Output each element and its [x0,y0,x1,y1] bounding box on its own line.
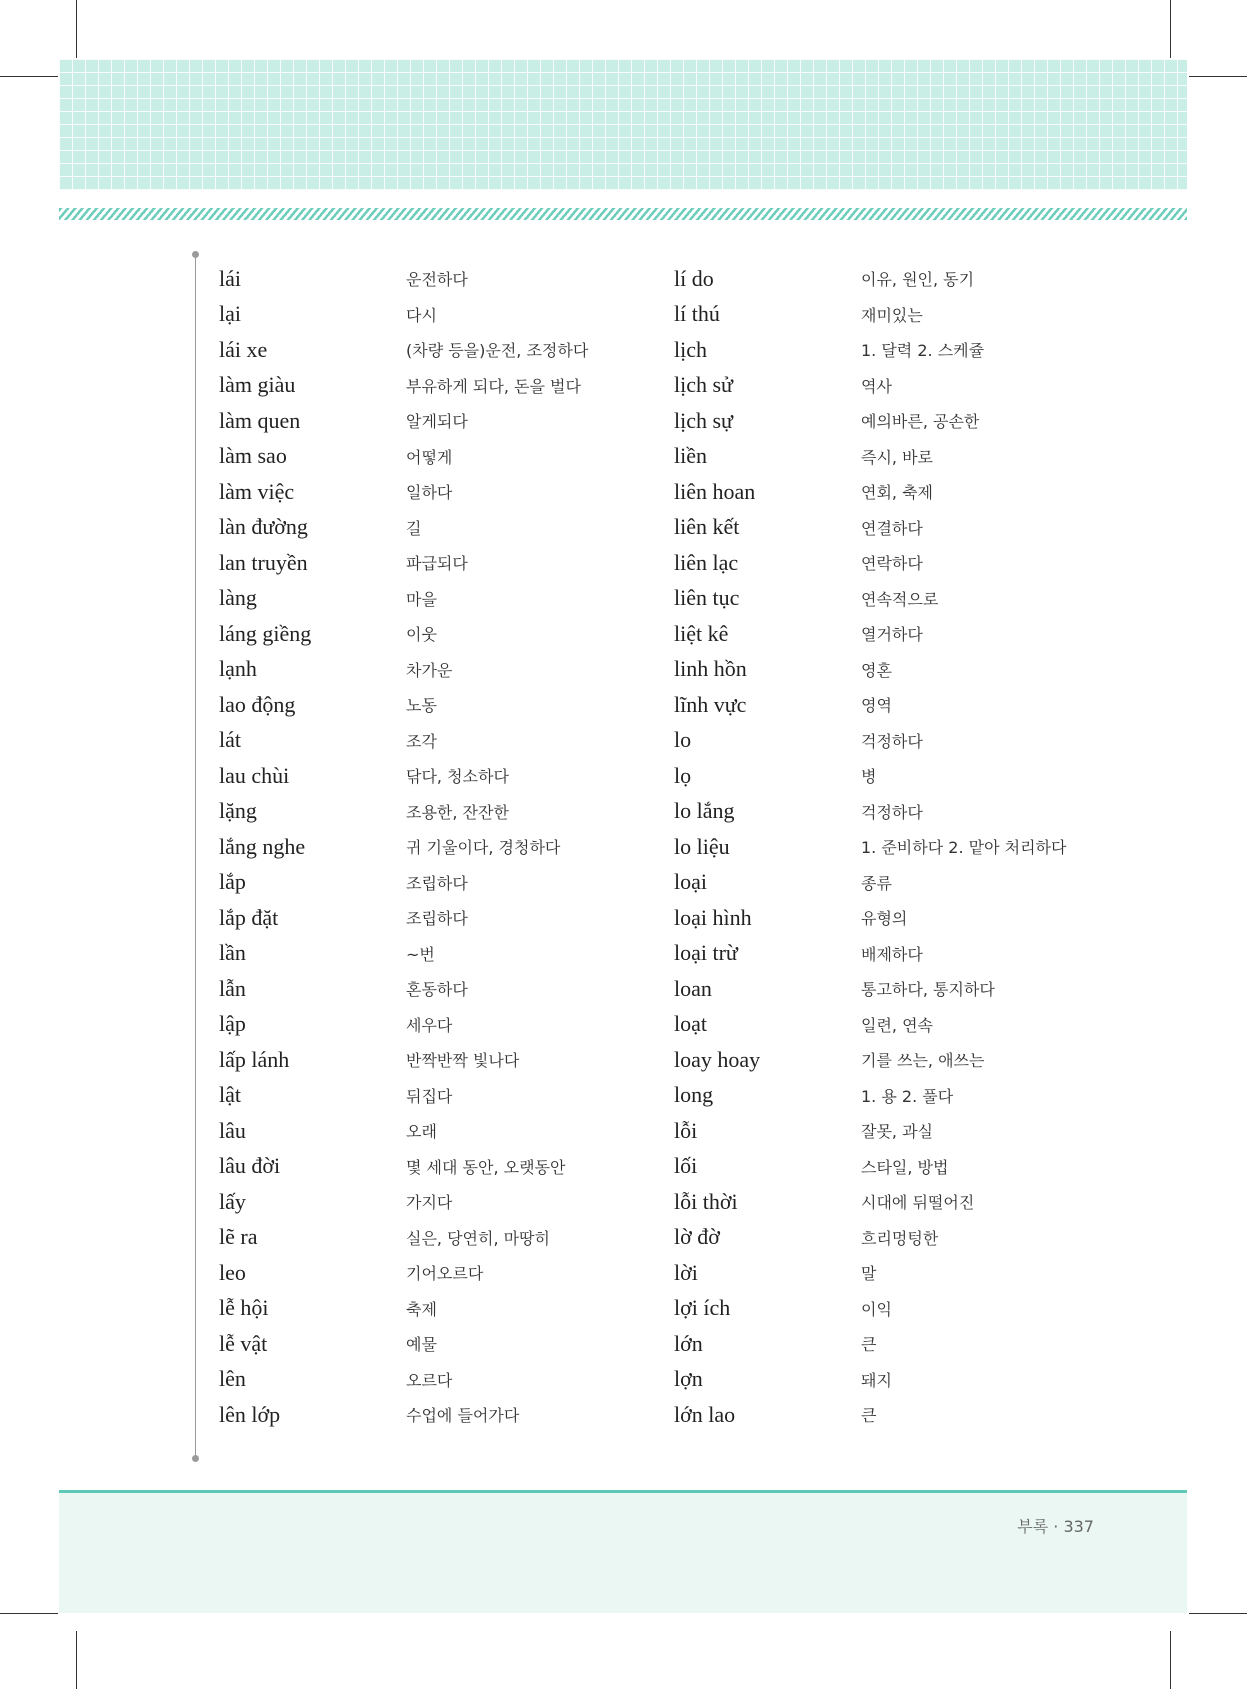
glossary-entry [219,1113,588,1149]
glossary-right-column [674,261,1066,1433]
glossary-entry [219,261,588,297]
entry-term: loại [674,869,707,895]
entry-meaning: 1. 용 2. 풀다 [861,1086,954,1106]
glossary-entry [219,616,588,652]
entry-meaning: 귀 기울이다, 경청하다 [406,838,561,858]
glossary-entry [219,1397,588,1433]
glossary-entry [674,1149,1066,1185]
glossary-entry [219,581,588,617]
entry-meaning: 걱정하다 [861,731,923,751]
glossary-entry [219,794,588,830]
glossary-entry [219,900,588,936]
glossary-entry [219,758,588,794]
glossary-entry [219,687,588,723]
glossary-entry [219,1078,588,1114]
entry-meaning: 연결하다 [861,518,923,538]
entry-meaning: 가지다 [406,1193,453,1213]
entry-meaning: 오래 [406,1122,437,1142]
glossary-entry [219,1184,588,1220]
entry-term: lật [219,1082,241,1108]
entry-term: lạnh [219,656,257,682]
entry-term: liền [674,443,707,469]
entry-meaning: 스타일, 방법 [861,1157,949,1177]
glossary-entry [219,297,588,333]
entry-meaning: 유형의 [861,909,908,929]
entry-term: lớn [674,1330,703,1356]
entry-meaning: 축제 [406,1299,437,1319]
glossary-entry [674,1184,1066,1220]
glossary-entry [674,758,1066,794]
glossary-entry [219,474,588,510]
entry-meaning: 걱정하다 [861,802,923,822]
glossary-entry [674,687,1066,723]
glossary-entry [674,936,1066,972]
entry-meaning: 열거하다 [861,625,923,645]
glossary-entry [219,403,588,439]
entry-meaning: 통고하다, 통지하다 [861,980,995,1000]
entry-term: lắp đặt [219,904,279,930]
glossary-entry [219,1042,588,1078]
entry-meaning: 예의바른, 공손한 [861,412,980,432]
glossary-entry [674,865,1066,901]
glossary-entry [219,865,588,901]
glossary-entry [674,1220,1066,1256]
entry-term: lịch [674,336,707,362]
glossary-entry [674,261,1066,297]
entry-meaning: 돼지 [861,1370,892,1390]
crop-mark-bottom-right [1170,1631,1171,1689]
entry-meaning: 실은, 당연히, 마땅히 [406,1228,550,1248]
glossary-entry [219,439,588,475]
entry-meaning: 큰 [861,1335,877,1355]
entry-term: liệt kê [674,620,729,646]
entry-term: làm quen [219,407,301,433]
glossary-entry [674,652,1066,688]
entry-term: lờ đờ [674,1224,720,1250]
entry-meaning: 1. 달력 2. 스케쥴 [861,341,985,361]
entry-meaning: 이익 [861,1299,892,1319]
glossary-side-rule [195,254,196,1458]
crop-mark-top-left-h [0,76,58,77]
glossary-entry [219,510,588,546]
entry-term: lâu đời [219,1153,281,1179]
crop-mark-top-left [76,0,77,58]
glossary-entry [674,1397,1066,1433]
entry-term: lỗi thời [674,1188,738,1214]
entry-meaning: 부유하게 되다, 돈을 벌다 [406,376,581,396]
entry-meaning: 예물 [406,1335,437,1355]
entry-meaning: 일련, 연속 [861,1015,933,1035]
glossary-entry [674,1291,1066,1327]
entry-term: lịch sự [674,407,733,433]
crop-mark-bottom-left-h [0,1613,58,1614]
entry-term: lần [219,940,246,966]
entry-meaning: ~번 [406,944,435,964]
glossary-entry [674,1007,1066,1043]
entry-term: làm giàu [219,372,296,398]
entry-meaning: 말 [861,1264,877,1284]
glossary-entry [219,332,588,368]
entry-term: linh hồn [674,656,747,682]
glossary-entry [674,1042,1066,1078]
entry-meaning: 역사 [861,376,892,396]
entry-meaning: 재미있는 [861,305,923,325]
glossary-entry [219,1220,588,1256]
entry-term: lái [219,265,241,291]
entry-meaning: 일하다 [406,483,453,503]
entry-term: lợn [674,1366,703,1392]
entry-term: lấp lánh [219,1046,290,1072]
entry-meaning: 시대에 뒤떨어진 [861,1193,975,1213]
entry-term: láng giềng [219,620,312,646]
entry-term: làm sao [219,443,287,469]
entry-meaning: 영혼 [861,660,892,680]
entry-meaning: 연속적으로 [861,589,939,609]
entry-meaning: 파급되다 [406,554,468,574]
glossary-entry [219,1291,588,1327]
glossary-entry [674,403,1066,439]
entry-term: lẽ ra [219,1224,258,1250]
glossary-entry [219,652,588,688]
glossary-entry [219,1007,588,1043]
entry-meaning: 연회, 축제 [861,483,933,503]
crop-mark-bottom-left [76,1631,77,1689]
entry-term: lớn lao [674,1401,736,1427]
entry-term: lên [219,1366,246,1392]
entry-meaning: 조립하다 [406,909,468,929]
entry-term: lái xe [219,336,268,362]
entry-term: lĩnh vực [674,691,747,717]
entry-term: lọ [674,762,692,788]
entry-term: lâu [219,1117,246,1143]
entry-meaning: 큰 [861,1406,877,1426]
header-grid-band [59,59,1187,190]
entry-term: lí do [674,265,714,291]
entry-term: lắng nghe [219,833,306,859]
entry-term: lập [219,1011,246,1037]
glossary-entry [674,723,1066,759]
entry-term: lẫn [219,975,246,1001]
glossary-entry [674,510,1066,546]
entry-term: liên tục [674,585,740,611]
glossary-entry [674,1326,1066,1362]
entry-meaning: 종류 [861,873,892,893]
entry-term: liên kết [674,514,740,540]
entry-meaning: 병 [861,767,877,787]
glossary-entry [219,936,588,972]
glossary-entry [219,723,588,759]
glossary-entry [674,297,1066,333]
side-rule-top-dot [192,251,199,258]
glossary-entry [674,581,1066,617]
glossary-entry [674,439,1066,475]
entry-meaning: 이웃 [406,625,437,645]
entry-term: lấy [219,1188,246,1214]
entry-meaning: 어떻게 [406,447,453,467]
entry-term: lên lớp [219,1401,281,1427]
entry-meaning: 뒤집다 [406,1086,453,1106]
entry-term: lịch sử [674,372,733,398]
entry-meaning: 몇 세대 동안, 오랫동안 [406,1157,566,1177]
entry-term: lo liệu [674,833,730,859]
entry-term: lao động [219,691,296,717]
entry-term: làm việc [219,478,295,504]
glossary-entry [674,971,1066,1007]
crop-mark-top-right-h [1189,76,1247,77]
entry-meaning: 닦다, 청소하다 [406,767,509,787]
entry-meaning: 세우다 [406,1015,453,1035]
entry-term: loại hình [674,904,752,930]
glossary-entry [219,545,588,581]
entry-meaning: 조용한, 잔잔한 [406,802,509,822]
glossary-entry [219,1326,588,1362]
glossary-entry [219,368,588,404]
entry-term: lời [674,1259,698,1285]
entry-meaning: 조립하다 [406,873,468,893]
entry-term: làn đường [219,514,308,540]
entry-term: lo [674,727,692,753]
entry-term: loan [674,975,712,1001]
entry-meaning: 잘못, 과실 [861,1122,933,1142]
glossary-entry [674,794,1066,830]
entry-meaning: 길 [406,518,422,538]
entry-meaning: 기어오르다 [406,1264,484,1284]
entry-term: lí thú [674,301,720,327]
entry-meaning: 운전하다 [406,270,468,290]
glossary-entry [219,1149,588,1185]
entry-meaning: 차가운 [406,660,453,680]
entry-meaning: 혼동하다 [406,980,468,1000]
glossary-entry [674,1362,1066,1398]
entry-term: loạt [674,1011,707,1037]
crop-mark-top-right [1170,0,1171,58]
entry-meaning: 마을 [406,589,437,609]
entry-term: lễ vật [219,1330,268,1356]
glossary-entry [219,1362,588,1398]
footer-band [59,1493,1187,1613]
glossary-entry [219,971,588,1007]
entry-meaning: 기를 쓰는, 애쓰는 [861,1051,985,1071]
entry-meaning: 연락하다 [861,554,923,574]
glossary-entry [674,616,1066,652]
glossary-entry [674,545,1066,581]
entry-meaning: 배제하다 [861,944,923,964]
glossary-entry [219,1255,588,1291]
entry-meaning: 조각 [406,731,437,751]
side-rule-bottom-dot [192,1455,199,1462]
glossary-entry [674,1113,1066,1149]
glossary-entry [674,1078,1066,1114]
entry-term: liên lạc [674,549,739,575]
glossary-entry [219,829,588,865]
entry-meaning: (차량 등을)운전, 조정하다 [406,341,589,361]
entry-meaning: 알게되다 [406,412,468,432]
entry-meaning: 오르다 [406,1370,453,1390]
entry-meaning: 반짝반짝 빛나다 [406,1051,520,1071]
entry-term: lát [219,727,241,753]
entry-term: lặng [219,798,257,824]
glossary-entry [674,1255,1066,1291]
entry-term: liên hoan [674,478,756,504]
entry-term: làng [219,585,257,611]
header-stripe [59,208,1187,220]
entry-meaning: 1. 준비하다 2. 맡아 처리하다 [861,838,1067,858]
entry-meaning: 즉시, 바로 [861,447,933,467]
glossary-entry [674,900,1066,936]
glossary-left-column [219,261,588,1433]
entry-meaning: 노동 [406,696,437,716]
page-number-footer: 부록 · 337 [1017,1517,1094,1536]
glossary-entry [674,829,1066,865]
entry-term: long [674,1082,714,1108]
entry-term: lại [219,301,241,327]
entry-meaning: 흐리멍텅한 [861,1228,939,1248]
entry-term: lỗi [674,1117,698,1143]
entry-term: lễ hội [219,1295,269,1321]
entry-term: loại trừ [674,940,738,966]
entry-term: lợi ích [674,1295,731,1321]
entry-term: leo [219,1259,246,1285]
entry-meaning: 다시 [406,305,437,325]
entry-meaning: 수업에 들어가다 [406,1406,520,1426]
entry-term: lau chùi [219,762,290,788]
glossary-entry [674,474,1066,510]
glossary-entry [674,368,1066,404]
entry-term: lo lắng [674,798,735,824]
entry-meaning: 영역 [861,696,892,716]
entry-term: lắp [219,869,246,895]
crop-mark-bottom-right-h [1189,1613,1247,1614]
glossary-entry [674,332,1066,368]
entry-meaning: 이유, 원인, 동기 [861,270,975,290]
entry-term: lối [674,1153,698,1179]
entry-term: loay hoay [674,1046,761,1072]
entry-term: lan truyền [219,549,308,575]
